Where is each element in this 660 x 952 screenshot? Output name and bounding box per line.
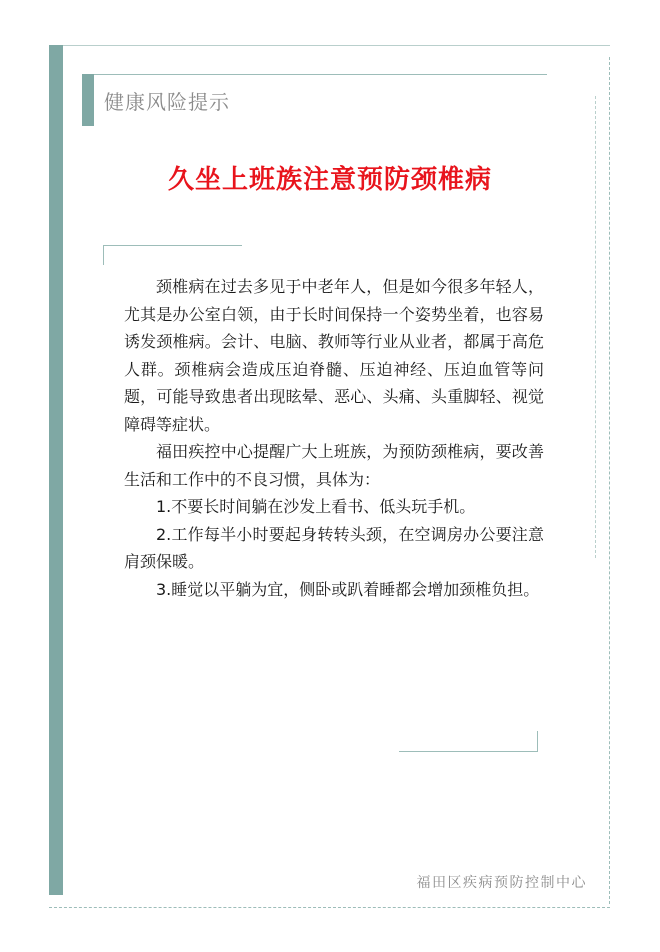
- header-accent-bar: [82, 74, 94, 126]
- header-rule: [94, 74, 547, 75]
- corner-bracket-bottom-right-vertical: [537, 731, 538, 751]
- page-title: 久坐上班族注意预防颈椎病: [167, 165, 492, 195]
- list-item: 2.工作每半小时要起身转转头颈，在空调房办公要注意肩颈保暖。: [124, 524, 544, 571]
- frame-bottom-dashed-border: [49, 907, 610, 908]
- corner-bracket-bottom-right: [399, 751, 538, 752]
- corner-bracket-top-left-vertical: [103, 245, 104, 265]
- corner-bracket-top-left: [103, 245, 242, 246]
- article-body: [124, 273, 544, 603]
- frame-top-line: [63, 45, 610, 46]
- list-item: 3.睡觉以平躺为宜，侧卧或趴着睡都会增加颈椎负担。: [156, 579, 540, 599]
- list-item: 1.不要长时间躺在沙发上看书、低头玩手机。: [156, 497, 476, 516]
- section-label: 健康风险提示: [104, 90, 230, 114]
- body-paragraph: 福田疾控中心提醒广大上班族，为预防颈椎病，要改善生活和工作中的不良习惯，具体为：: [124, 442, 544, 489]
- footer-organization: 福田区疾病预防控制中心: [416, 875, 587, 891]
- body-paragraph: 颈椎病在过去多见于中老年人，但是如今很多年轻人，尤其是办公室白领，由于长时间保持一个姿势坐着，也容易诱发颈椎病。会计、电脑、教师等行业从业者，都属于高危人群。颈椎病会造成压迫脊髓、压迫神经、压迫血管等问题，可能导致患者出现眩晕、恶心、头痛、头重脚轻、视觉障碍等症状。: [124, 277, 544, 434]
